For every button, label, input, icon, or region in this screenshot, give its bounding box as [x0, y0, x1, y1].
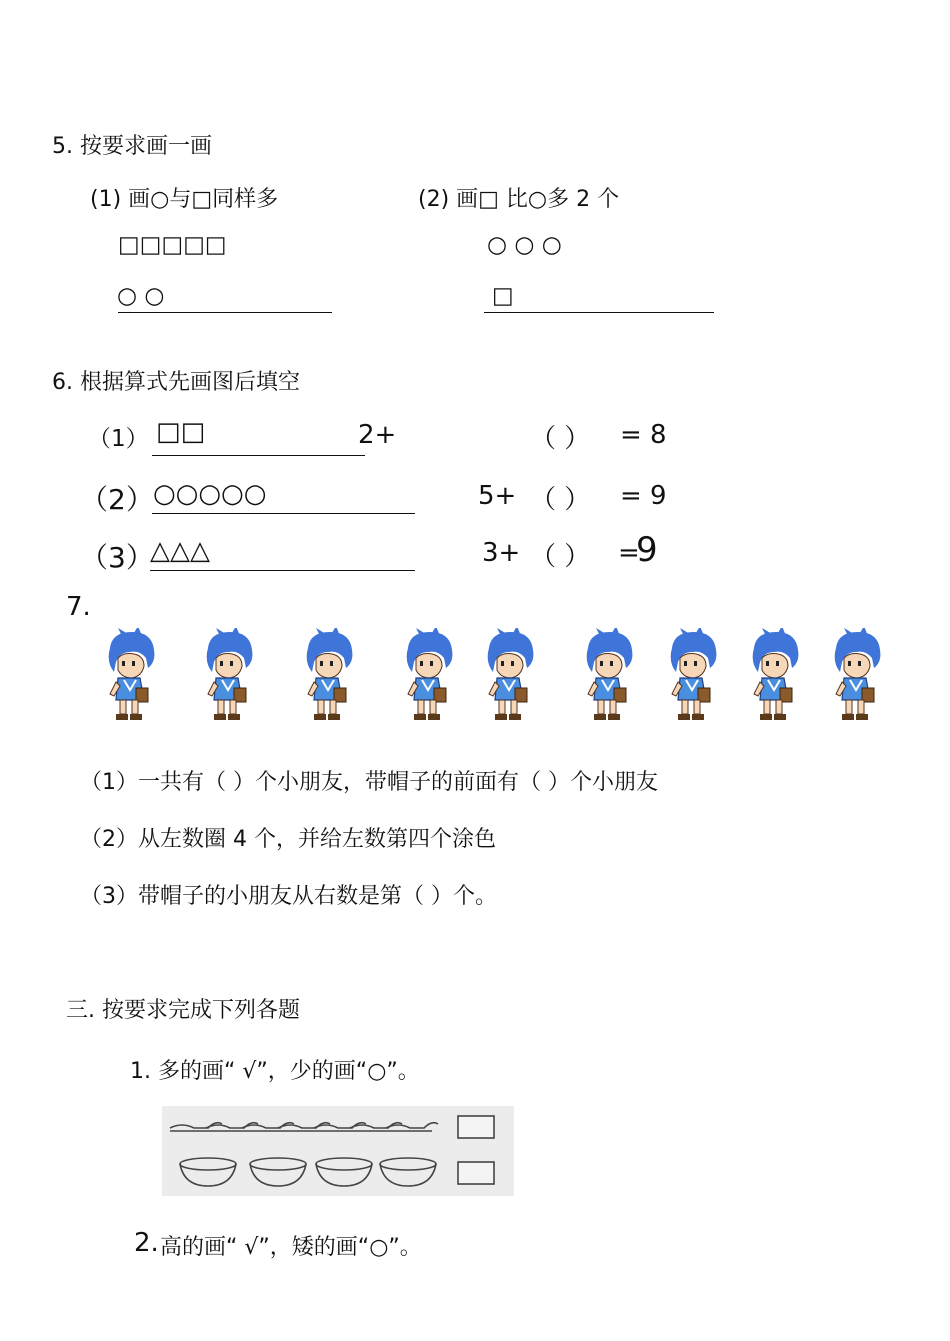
q6-item1-line — [152, 455, 365, 456]
walking-child-icon — [826, 628, 890, 722]
q5-answer-line-1 — [118, 312, 332, 313]
walking-child-icon — [298, 628, 362, 722]
q6-item1-expr-left: 2+ — [358, 420, 397, 450]
answer-box-spoons — [458, 1116, 494, 1138]
q6-item2-line — [152, 513, 415, 514]
q6-item2-shapes: ○○○○○ — [153, 479, 267, 509]
walking-child-icon — [398, 628, 462, 722]
q6-item1-shapes: □□ — [156, 417, 206, 447]
walking-child-icon — [578, 628, 642, 722]
q7-line1: （1）一共有（ ）个小朋友，带帽子的前面有（ ）个小朋友 — [80, 770, 658, 795]
q6-item1-label: （1） — [88, 426, 149, 452]
q5-squares-row: □□□□□ — [118, 232, 227, 258]
section3-title: 三. 按要求完成下列各题 — [66, 998, 300, 1023]
q6-item2-expr-right: = 9 — [620, 481, 667, 511]
q5-square-answer: □ — [492, 283, 514, 309]
q5-answer-line-2 — [484, 312, 714, 313]
q6-item1-expr-right: = 8 — [620, 420, 667, 450]
walking-child-icon — [198, 628, 262, 722]
q5-circles-answer: ○ ○ — [117, 283, 165, 309]
section3-q1: 1. 多的画“ √”，少的画“○”。 — [130, 1059, 420, 1084]
walking-child-icon — [100, 628, 164, 722]
spoons-bowls-illustration — [162, 1106, 514, 1196]
walking-child-icon — [479, 628, 543, 722]
section3-q2-number: 2. — [134, 1228, 159, 1258]
q6-item2-expr-left: 5+ — [478, 481, 517, 511]
q5-sub2: (2) 画□ 比○多 2 个 — [418, 187, 620, 212]
q5-title: 5. 按要求画一画 — [52, 134, 212, 159]
q6-item3-shapes: △△△ — [150, 536, 210, 566]
q6-item1-paren: （ ） — [530, 424, 591, 454]
q6-item3-label: （3） — [80, 541, 154, 574]
section3-q2-text: 高的画“ √”，矮的画“○”。 — [160, 1235, 422, 1260]
q6-item3-expr-left: 3+ — [482, 538, 521, 568]
q6-item3-expr-right-num: 9 — [636, 530, 658, 570]
q6-item2-paren: （ ） — [530, 485, 591, 515]
q6-item3-paren: （ ） — [530, 542, 591, 572]
q6-item3-line — [150, 570, 415, 571]
children-row — [0, 628, 950, 728]
q7-line2: （2）从左数圈 4 个，并给左数第四个涂色 — [80, 827, 496, 852]
answer-box-bowls — [458, 1162, 494, 1184]
q6-item3-expr-right: = — [618, 538, 640, 568]
walking-child-icon — [662, 628, 726, 722]
q7-line3: （3）带帽子的小朋友从右数是第（ ）个。 — [80, 884, 497, 909]
q6-title: 6. 根据算式先画图后填空 — [52, 370, 300, 395]
walking-child-icon — [744, 628, 808, 722]
q7-title: 7. — [66, 592, 91, 622]
q6-item2-label: （2） — [80, 483, 154, 516]
q5-sub1: (1) 画○与□同样多 — [90, 187, 279, 212]
spoons-bowls-picture — [162, 1106, 514, 1196]
q5-circles-row: ○ ○ ○ — [487, 232, 562, 258]
